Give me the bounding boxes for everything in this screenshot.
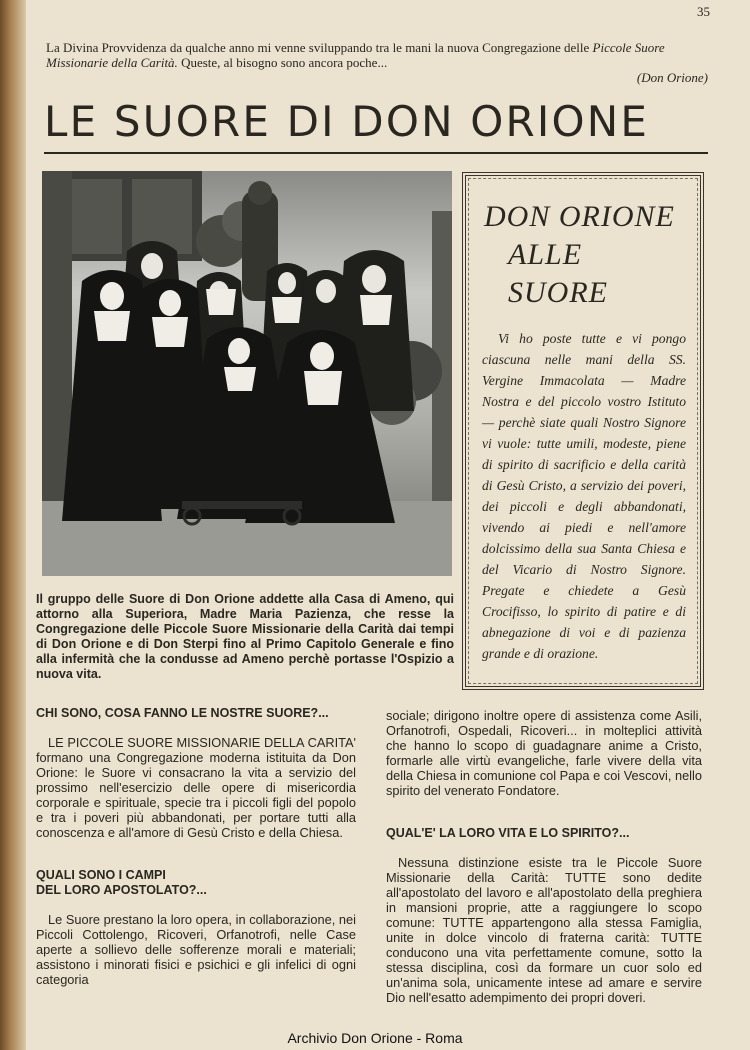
section-heading-campi-line1: QUALI SONO I CAMPI	[36, 868, 166, 882]
section-heading-chi-sono: CHI SONO, COSA FANNO LE NOSTRE SUORE?...	[36, 706, 329, 720]
quote-box-text: Vi ho poste tutte e vi pongo ciascuna nelle mani della SS. Vergine Immacolata — Madre Nostra e del piccolo vostro Istituto — perchè siate quali Nostro Signore vi vuole: tutte umili, modeste, piene di spirito di sacrificio e della carità di Gesù Cristo, a servizio dei poveri, dei piccoli e degli abbandonati, vivendo ai piedi e nell'amore dolcissimo della sua Santa Chiesa e del Vicario di Nostro Signore. Pregate e chiedete a Gesù Crocifisso, lo spirito di patire e di abnegazione di voi e di pazienza grande e di orazione.	[482, 331, 686, 661]
photo-caption: Il gruppo delle Suore di Don Orione addette alla Casa di Ameno, qui attorno alla Superiora, Madre Maria Pazienza, che resse la Congregazione delle Piccole Suore Missionarie della Carità dai tempi di Don Orione e di Don Sterpi fino al Primo Capitolo Generale e fino alla infermità che la condusse ad Ameno perchè portasse l'Ospizio a nuova vita.	[36, 592, 454, 681]
section-text-campi: Le Suore prestano la loro opera, in collaborazione, nei Piccoli Cottolengo, Ricoveri, Orfanotrofi, nelle Case aperte a sollievo delle sofferenze morali e materiali; assistono i minorati fisici e psichici e gli infelici di ogni categoria	[36, 912, 356, 987]
intro-italic: Piccole Suore Missionarie della Carità.	[46, 40, 665, 70]
archive-footer: Archivio Don Orione - Roma	[287, 1030, 463, 1046]
quote-box	[462, 172, 704, 690]
photo-illustration	[42, 171, 452, 576]
quote-box-title	[482, 198, 686, 312]
section-text-vita: Nessuna distinzione esiste tra le Piccole Suore Missionarie della Carità: TUTTE sono dedite all'apostolato del lavoro e all'apostolato della preghiera in mansioni proprie, atte a raggiungere lo scopo comune: TUTTE appartengono alla stessa Famiglia, unite in dolce vincolo di fraterna carità: TUTTE conducono una vita perfettamente comune, sotto la stessa disciplina, così da formare un cuor solo ed un'anima sola, unicamente intese ad amare e servire Dio nell'esatto adempimento dei propri doveri.	[386, 855, 702, 1005]
section-heading-vita: QUAL'E' LA LORO VITA E LO SPIRITO?...	[386, 826, 630, 840]
section-heading-campi-line2: DEL LORO APOSTOLATO?...	[36, 883, 207, 897]
intro-signature: (Don Orione)	[636, 70, 708, 85]
intro-text-end: Queste, al bisogno sono ancora poche...	[177, 55, 388, 70]
article-column-left	[36, 706, 356, 987]
title-rule	[44, 152, 708, 154]
quote-title-line2: ALLE SUORE	[508, 238, 608, 309]
group-photo	[42, 171, 452, 576]
intro-text: La Divina Provvidenza da qualche anno mi venne sviluppando tra le mani la nuova Congregazione delle	[46, 40, 593, 55]
page-title: LE SUORE DI DON ORIONE	[44, 97, 650, 146]
section-text-chi-sono: LE PICCOLE SUORE MISSIONARIE DELLA CARITA' formano una Congregazione moderna istituita da Don Orione: le Suore vi consacrano la vita a servizio del prossimo nell'esercizio delle opere di misericordia corporale e spirituale, specie tra i piccoli figli del popolo e tra i poveri più abbandonati, per portare tutti alla conoscenza e all'amore di Gesù Cristo e della Chiesa.	[36, 735, 356, 840]
quote-title-line1: DON ORIONE	[484, 200, 675, 233]
intro-quote	[46, 40, 708, 85]
section-text-campi-continued: sociale; dirigono inoltre opere di assistenza come Asili, Orfanotrofi, Ospedali, Ricoveri... in molteplici attività che hanno lo scopo di guadagnare anime a Cristo, formarle alle virtù evangeliche, farle vivere della vita della Chiesa in comunione col Papa e coi Vescovi, nello spirito del venerato Fondatore.	[386, 708, 702, 798]
page-number: 35	[697, 4, 710, 19]
binding-gutter	[0, 0, 26, 1050]
section-heading-campi	[36, 868, 356, 898]
article-column-right	[386, 708, 702, 1005]
